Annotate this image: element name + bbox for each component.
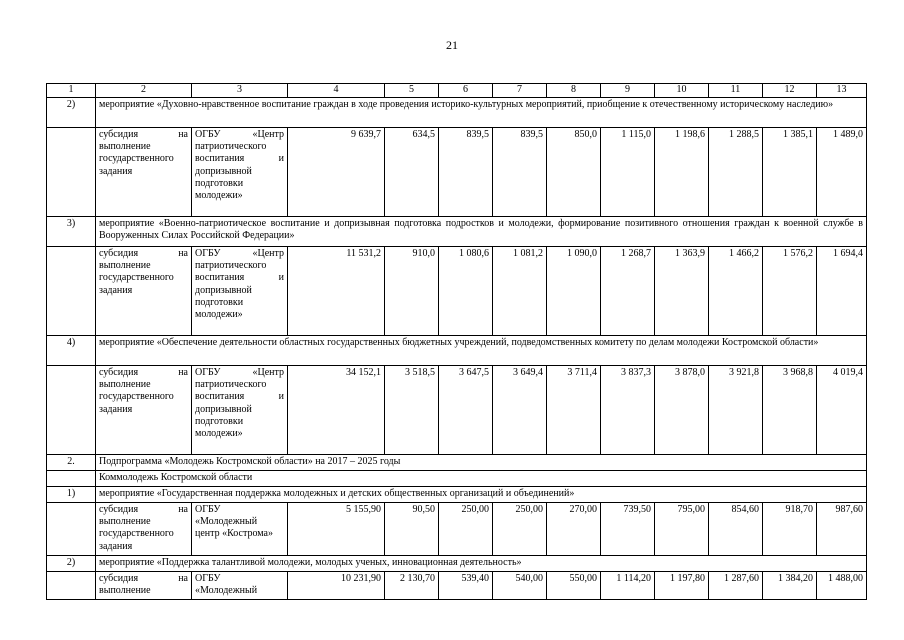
year-value-cell: 3 837,3 <box>601 366 655 455</box>
empty-cell <box>47 128 96 217</box>
row-number: 2) <box>47 98 96 128</box>
year-value-cell: 1 384,20 <box>763 572 817 600</box>
column-header: 4 <box>288 84 385 98</box>
row-number <box>47 471 96 487</box>
year-value-cell: 1 080,6 <box>439 247 493 336</box>
year-value-cell: 839,5 <box>493 128 547 217</box>
year-value-cell: 3 649,4 <box>493 366 547 455</box>
year-value-cell: 918,70 <box>763 503 817 556</box>
table-row <box>47 247 867 336</box>
total-value-cell: 9 639,7 <box>288 128 385 217</box>
year-value-cell: 1 488,00 <box>817 572 867 600</box>
recipient-cell: субсидия на выполнение государственного задания <box>96 366 192 455</box>
recipient-cell: субсидия на выполнение государственного задания <box>96 503 192 556</box>
section-row <box>47 471 867 487</box>
organization-cell: ОГБУ «Центр патриотического воспитания и допризывной подготовки молодежи» <box>192 366 288 455</box>
year-value-cell: 1 466,2 <box>709 247 763 336</box>
year-value-cell: 1 363,9 <box>655 247 709 336</box>
section-title: мероприятие «Военно-патриотическое воспитание и допризывная подготовка подростков и молодежи, формирование позитивного отношения граждан к военной службе в Вооруженных Силах Российской Федерации» <box>96 217 867 247</box>
section-row <box>47 556 867 572</box>
column-header: 2 <box>96 84 192 98</box>
column-header: 12 <box>763 84 817 98</box>
year-value-cell: 634,5 <box>385 128 439 217</box>
year-value-cell: 3 711,4 <box>547 366 601 455</box>
year-value-cell: 850,0 <box>547 128 601 217</box>
empty-cell <box>47 366 96 455</box>
year-value-cell: 1 197,80 <box>655 572 709 600</box>
table-row <box>47 503 867 556</box>
organization-cell: ОГБУ «Центр патриотического воспитания и допризывной подготовки молодежи» <box>192 128 288 217</box>
empty-cell <box>47 572 96 600</box>
year-value-cell: 270,00 <box>547 503 601 556</box>
page-number: 21 <box>446 38 458 52</box>
year-value-cell: 739,50 <box>601 503 655 556</box>
row-number: 4) <box>47 336 96 366</box>
year-value-cell: 1 090,0 <box>547 247 601 336</box>
column-header: 5 <box>385 84 439 98</box>
year-value-cell: 987,60 <box>817 503 867 556</box>
year-value-cell: 540,00 <box>493 572 547 600</box>
section-title: Коммолодежь Костромской области <box>96 471 867 487</box>
total-value-cell: 34 152,1 <box>288 366 385 455</box>
section-row <box>47 487 867 503</box>
year-value-cell: 1 268,7 <box>601 247 655 336</box>
year-value-cell: 4 019,4 <box>817 366 867 455</box>
table-row <box>47 572 867 600</box>
year-value-cell: 550,00 <box>547 572 601 600</box>
section-title: Подпрограмма «Молодежь Костромской области» на 2017 – 2025 годы <box>96 455 867 471</box>
year-value-cell: 1 115,0 <box>601 128 655 217</box>
column-header: 9 <box>601 84 655 98</box>
row-number: 3) <box>47 217 96 247</box>
empty-cell <box>47 503 96 556</box>
row-number: 1) <box>47 487 96 503</box>
year-value-cell: 3 968,8 <box>763 366 817 455</box>
column-header: 6 <box>439 84 493 98</box>
column-header: 7 <box>493 84 547 98</box>
table-body <box>47 84 867 600</box>
column-header: 3 <box>192 84 288 98</box>
year-value-cell: 3 647,5 <box>439 366 493 455</box>
row-number: 2. <box>47 455 96 471</box>
year-value-cell: 1 576,2 <box>763 247 817 336</box>
year-value-cell: 539,40 <box>439 572 493 600</box>
section-title: мероприятие «Духовно-нравственное воспитание граждан в ходе проведения историко-культурных мероприятий, приобщение к отечественному историческому наследию» <box>96 98 867 128</box>
recipient-cell: субсидия на выполнение <box>96 572 192 600</box>
empty-cell <box>47 247 96 336</box>
section-row <box>47 455 867 471</box>
year-value-cell: 839,5 <box>439 128 493 217</box>
row-number: 2) <box>47 556 96 572</box>
year-value-cell: 250,00 <box>493 503 547 556</box>
year-value-cell: 1 385,1 <box>763 128 817 217</box>
year-value-cell: 1 489,0 <box>817 128 867 217</box>
total-value-cell: 10 231,90 <box>288 572 385 600</box>
header-row <box>47 84 867 98</box>
year-value-cell: 1 198,6 <box>655 128 709 217</box>
recipient-cell: субсидия на выполнение государственного задания <box>96 247 192 336</box>
year-value-cell: 3 518,5 <box>385 366 439 455</box>
section-row <box>47 336 867 366</box>
organization-cell: ОГБУ «Молодежный центр «Кострома» <box>192 503 288 556</box>
year-value-cell: 1 287,60 <box>709 572 763 600</box>
year-value-cell: 2 130,70 <box>385 572 439 600</box>
year-value-cell: 1 114,20 <box>601 572 655 600</box>
year-value-cell: 1 288,5 <box>709 128 763 217</box>
table-row <box>47 366 867 455</box>
column-header: 13 <box>817 84 867 98</box>
total-value-cell: 11 531,2 <box>288 247 385 336</box>
table-row <box>47 128 867 217</box>
year-value-cell: 854,60 <box>709 503 763 556</box>
year-value-cell: 3 878,0 <box>655 366 709 455</box>
column-header: 8 <box>547 84 601 98</box>
section-row <box>47 217 867 247</box>
year-value-cell: 795,00 <box>655 503 709 556</box>
total-value-cell: 5 155,90 <box>288 503 385 556</box>
year-value-cell: 1 081,2 <box>493 247 547 336</box>
year-value-cell: 910,0 <box>385 247 439 336</box>
section-title: мероприятие «Государственная поддержка молодежных и детских общественных организаций и объединений» <box>96 487 867 503</box>
column-header: 11 <box>709 84 763 98</box>
year-value-cell: 250,00 <box>439 503 493 556</box>
organization-cell: ОГБУ «Молодежный <box>192 572 288 600</box>
section-title: мероприятие «Обеспечение деятельности областных государственных бюджетных учреждений, подведомственных комитету по делам молодежи Костромской области» <box>96 336 867 366</box>
organization-cell: ОГБУ «Центр патриотического воспитания и допризывной подготовки молодежи» <box>192 247 288 336</box>
section-title: мероприятие «Поддержка талантливой молодежи, молодых ученых, инновационная деятельность» <box>96 556 867 572</box>
year-value-cell: 90,50 <box>385 503 439 556</box>
section-row <box>47 98 867 128</box>
year-value-cell: 3 921,8 <box>709 366 763 455</box>
year-value-cell: 1 694,4 <box>817 247 867 336</box>
column-header: 10 <box>655 84 709 98</box>
column-header: 1 <box>47 84 96 98</box>
budget-table <box>46 83 867 600</box>
recipient-cell: субсидия на выполнение государственного задания <box>96 128 192 217</box>
